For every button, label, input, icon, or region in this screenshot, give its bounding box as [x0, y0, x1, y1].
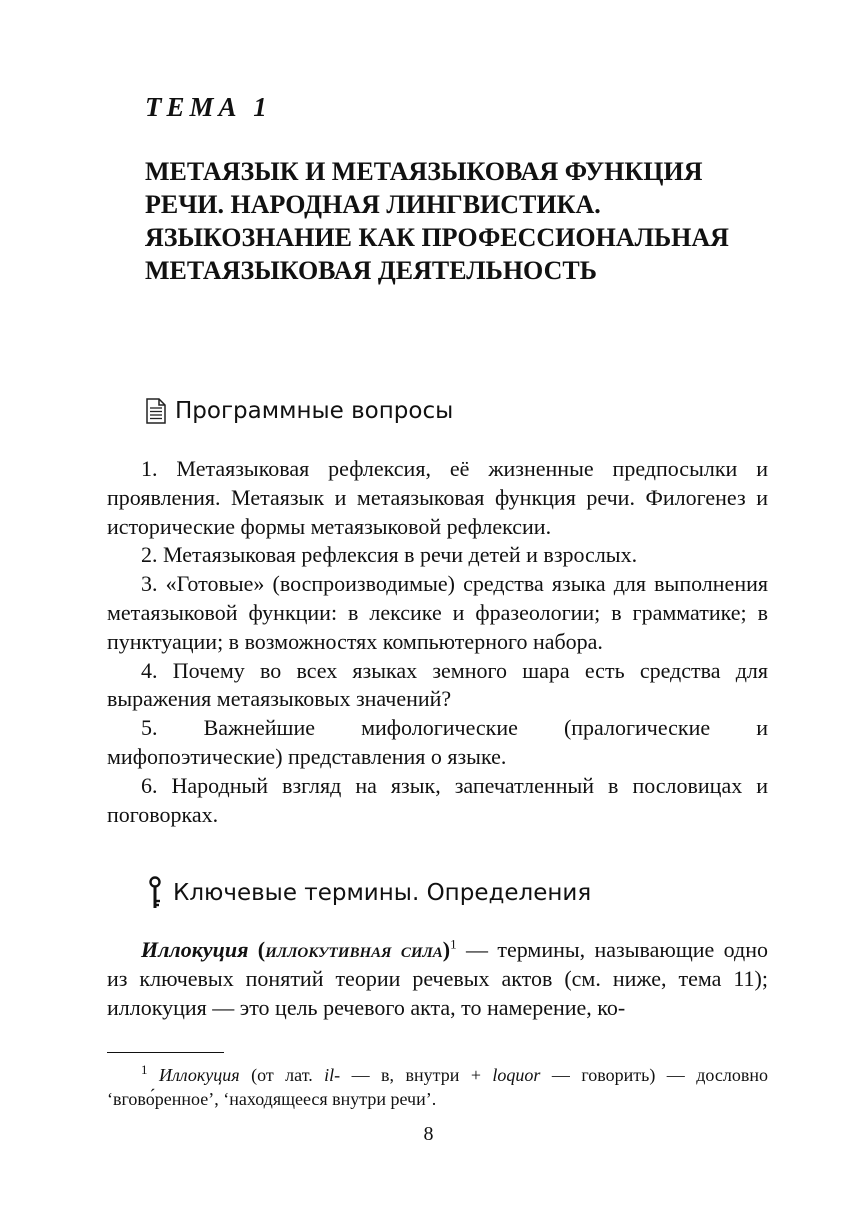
footnote-word: Иллокуция — [158, 1065, 240, 1085]
title-line: РЕЧИ. НАРОДНАЯ ЛИНГВИСТИКА. — [145, 190, 601, 219]
section-heading: Ключевые термины. Определения — [173, 880, 592, 906]
term-paragraph — [107, 936, 768, 1022]
key-icon — [145, 876, 165, 910]
title-line: МЕТАЯЗЫК И МЕТАЯЗЫКОВАЯ ФУНКЦИЯ — [145, 157, 703, 186]
topic-number: ТЕМА 1 — [145, 92, 272, 122]
document-icon — [145, 398, 167, 424]
section-heading: Программные вопросы — [175, 398, 454, 424]
footnote-rule — [107, 1052, 224, 1053]
term-alt: иллокутивная сила — [265, 937, 443, 962]
key-terms-heading — [145, 876, 591, 910]
list-item: 3. «Готовые» (воспроизводимые) средства языка для выполнения метаязыковой функции: в лексике и фразеологии; в грамматике; в пунктуации; в возможностях компьютерного набора. — [107, 571, 768, 654]
list-item: 4. Почему во всех языках земного шара есть средства для выражения метаязыковых значений? — [107, 657, 768, 712]
footnote-latin: loquor — [492, 1065, 541, 1085]
footnote-text: — говорить) — дословно ‘вгово́ренное’, ‘находящееся внутри речи’. — [107, 1065, 768, 1109]
list-item: 2. Метаязыковая рефлексия в речи детей и взрослых. — [141, 542, 638, 568]
list-item: 1. Метаязыковая рефлексия, её жизненные предпосылки и проявления. Метаязык и метаязыковая функция речи. Филогенез и исторические формы метаязыковой рефлексии. — [107, 456, 768, 539]
term-name: Иллокуция — [141, 937, 249, 962]
term-text: — термины, называющие одно из ключевых понятий теории речевых актов (см. ниже, тема 11); иллокуция — это цель речевого акта, то намерение, ко- — [107, 937, 768, 1020]
term-definition — [107, 936, 768, 1022]
list-item: 5. Важнейшие мифологические (пралогические и мифопоэтические) представления о языке. — [107, 715, 768, 769]
paren-close: ) — [442, 937, 451, 962]
footnote-paragraph — [107, 1063, 768, 1111]
program-questions-list — [107, 455, 768, 829]
chapter-title — [145, 155, 785, 287]
footnote-text: — в, внутри + — [340, 1065, 493, 1085]
paren-open: ( — [248, 937, 266, 962]
title-line: МЕТАЯЗЫКОВАЯ ДЕЯТЕЛЬНОСТЬ — [145, 256, 597, 285]
footnote-mark: 1 — [141, 1062, 148, 1077]
list-item: 6. Народный взгляд на язык, запечатленный в пословицах и поговорках. — [107, 772, 768, 827]
page-number: 8 — [423, 1123, 434, 1145]
footnote-text: (от лат. — [239, 1065, 325, 1085]
title-line: ЯЗЫКОЗНАНИЕ КАК ПРОФЕССИОНАЛЬНАЯ — [145, 223, 729, 252]
footnote — [107, 1063, 768, 1111]
program-questions-heading — [145, 398, 453, 424]
footnote-prefix: il- — [324, 1065, 341, 1085]
footnote-ref[interactable]: 1 — [450, 936, 457, 952]
